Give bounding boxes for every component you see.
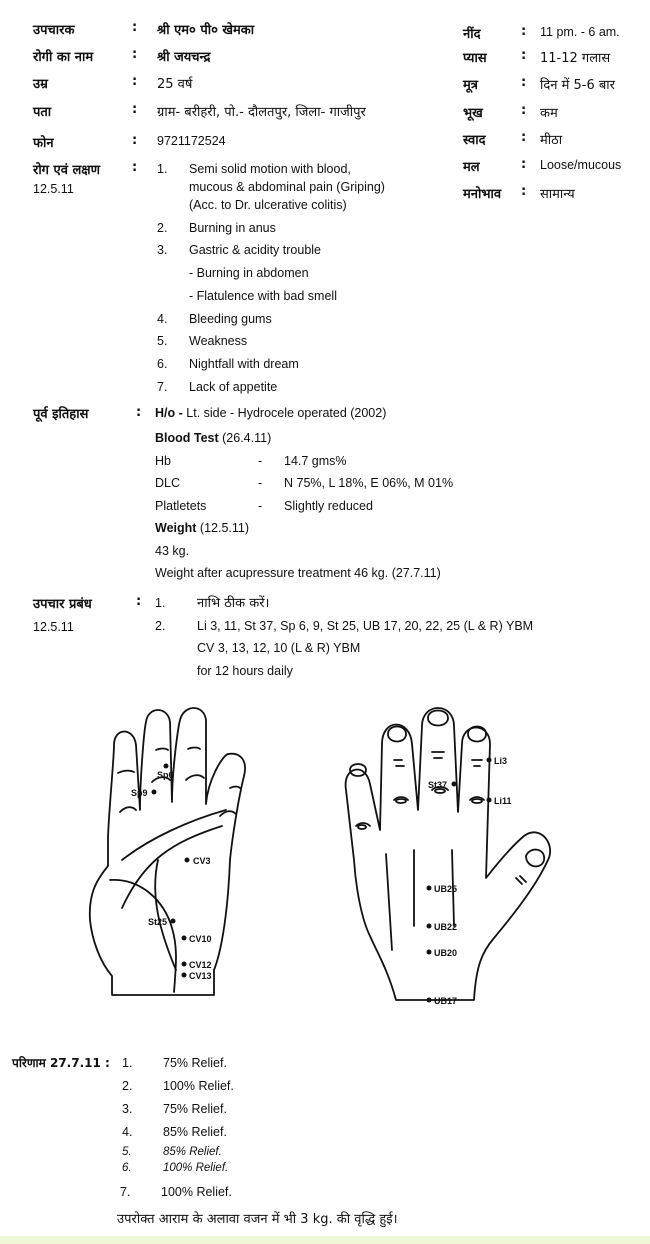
- label-urine: मूत्र: [463, 78, 478, 93]
- acupoint-st25-label: St25: [148, 917, 168, 927]
- acupoint-ub20-label: UB20: [434, 948, 458, 958]
- weight-heading: [155, 521, 249, 535]
- treatment-num: 2.: [155, 619, 166, 633]
- symptom-num: 7.: [157, 380, 168, 394]
- treatment-item2-line: Li 3, 11, St 37, Sp 6, 9, St 25, UB 17, 20, 22, 25 (L & R) YBM: [197, 619, 534, 633]
- blood-test-date: (26.4.11): [222, 431, 272, 445]
- symptom-text: Weakness: [189, 334, 248, 348]
- blood-test-heading: [155, 431, 271, 445]
- result-num: 1.: [122, 1056, 133, 1070]
- value-urine: दिन में 5-6 बार: [540, 78, 615, 93]
- result-text: 75% Relief.: [163, 1056, 227, 1070]
- symptom-text: mucous & abdominal pain (Griping): [189, 180, 385, 194]
- blood-test-label: Blood Test: [155, 431, 219, 445]
- result-text: 100% Relief.: [161, 1185, 232, 1199]
- weight-label: Weight: [155, 521, 197, 535]
- acupoint-ub25-label: UB25: [434, 884, 458, 894]
- result-text: 100% Relief.: [163, 1162, 229, 1174]
- history-ho-label: H/o -: [155, 406, 183, 420]
- result-text: 85% Relief.: [163, 1125, 227, 1139]
- label-sleep: नींद: [463, 27, 481, 42]
- label-history: पूर्व इतिहास: [33, 407, 89, 422]
- label-phone: फोन: [33, 136, 54, 151]
- label-taste: स्वाद: [463, 133, 486, 148]
- acupoint-cv10-dot: [182, 936, 187, 941]
- value-age: 25 वर्ष: [157, 77, 193, 92]
- test-name: DLC: [155, 476, 181, 490]
- label-therapist: उपचारक: [33, 23, 75, 38]
- symptom-text: - Burning in abdomen: [189, 266, 309, 280]
- label-treatment: उपचार प्रबंध: [33, 597, 92, 612]
- value-sleep: 11 pm. - 6 am.: [540, 25, 620, 39]
- label-symptoms: रोग एवं लक्षण: [33, 163, 101, 178]
- symptom-num: 1.: [157, 162, 168, 176]
- acupoint-li11-dot: [487, 798, 492, 803]
- acupoint-ub25-dot: [427, 886, 432, 891]
- symptom-num: 6.: [157, 357, 168, 371]
- acupoint-st37-dot: [452, 782, 457, 787]
- acupoint-sp9-dot: [152, 790, 157, 795]
- label-thirst: प्यास: [463, 51, 487, 66]
- test-value: N 75%, L 18%, E 06%, M 01%: [284, 476, 454, 490]
- value-phone: 9721172524: [157, 134, 226, 148]
- acupoint-sp6-label: Sp6: [157, 770, 174, 780]
- acupoint-sp9-label: Sp9: [131, 788, 148, 798]
- symptom-text: Nightfall with dream: [189, 357, 299, 371]
- acupoint-cv3-dot: [185, 858, 190, 863]
- symptom-text: Gastric & acidity trouble: [189, 243, 321, 257]
- label-age: उम्र: [33, 77, 48, 92]
- acupoint-ub17-label: UB17: [434, 996, 458, 1006]
- value-hunger: कम: [540, 106, 558, 121]
- acupoint-li3-label: Li3: [494, 756, 508, 766]
- treatment-num: 1.: [155, 596, 166, 610]
- symptom-num: 3.: [157, 243, 168, 257]
- weight-value: 43 kg.: [155, 544, 190, 558]
- value-patient-name: श्री जयचन्द्र: [157, 50, 211, 65]
- acupoint-ub22-dot: [427, 924, 432, 929]
- result-text: 85% Relief.: [163, 1146, 222, 1158]
- acupoint-st37-label: St37: [428, 780, 448, 790]
- treatment-date: 12.5.11: [33, 620, 74, 634]
- symptom-text: Bleeding gums: [189, 312, 272, 326]
- value-therapist: श्री एम० पी० खेमका: [157, 23, 255, 38]
- value-taste: मीठा: [540, 133, 563, 148]
- value-thirst: 11-12 गलास: [540, 51, 611, 66]
- test-dash: -: [258, 454, 263, 468]
- symptom-text: Semi solid motion with blood,: [189, 162, 351, 176]
- test-dash: -: [258, 476, 263, 490]
- treatment-item2-line: for 12 hours daily: [197, 664, 293, 678]
- acupoint-cv3-label: CV3: [193, 856, 211, 866]
- acupoint-ub20-dot: [427, 950, 432, 955]
- symptom-text: (Acc. to Dr. ulcerative colitis): [189, 198, 347, 212]
- symptom-num: 5.: [157, 334, 168, 348]
- acupoint-cv12-dot: [182, 962, 187, 967]
- result-num: 7.: [120, 1185, 131, 1199]
- test-name: Platletets: [155, 499, 207, 513]
- acupoint-ub22-label: UB22: [434, 922, 458, 932]
- symptom-text: - Flatulence with bad smell: [189, 289, 337, 303]
- acupoint-cv13-label: CV13: [189, 971, 212, 981]
- value-address: ग्राम- बरीहरी, पो.- दौलतपुर, जिला- गाजीपुर: [157, 105, 366, 120]
- result-num: 4.: [122, 1125, 133, 1139]
- history-ho: [155, 406, 386, 420]
- label-address: पता: [33, 105, 52, 120]
- label-stool: मल: [463, 160, 480, 175]
- result-text: 100% Relief.: [163, 1079, 234, 1093]
- test-dash: -: [258, 499, 263, 513]
- value-mood: सामान्य: [540, 187, 575, 202]
- result-num: 6.: [122, 1162, 132, 1174]
- weight-after: Weight after acupressure treatment 46 kg. (27.7.11): [155, 566, 441, 580]
- label-result: परिणाम 27.7.11 :: [12, 1056, 110, 1070]
- acupoint-cv13-dot: [182, 973, 187, 978]
- result-num: 5.: [122, 1146, 132, 1158]
- symptom-text: Burning in anus: [189, 221, 276, 235]
- result-num: 2.: [122, 1079, 133, 1093]
- left-palm-drawing: [90, 708, 245, 995]
- acupoint-cv12-label: CV12: [189, 960, 212, 970]
- acupoint-sp6-dot: [164, 764, 169, 769]
- footer-strip: [0, 1236, 650, 1244]
- result-num: 3.: [122, 1102, 133, 1116]
- test-value: 14.7 gms%: [284, 454, 347, 468]
- history-ho-text: Lt. side - Hydrocele operated (2002): [186, 406, 387, 420]
- symptom-text: Lack of appetite: [189, 380, 278, 394]
- label-patient-name: रोगी का नाम: [33, 50, 94, 65]
- symptoms-date: 12.5.11: [33, 182, 74, 196]
- acupoint-st25-dot: [171, 919, 176, 924]
- test-name: Hb: [155, 454, 171, 468]
- acupoint-li3-dot: [487, 758, 492, 763]
- value-stool: Loose/mucous: [540, 158, 622, 172]
- acupressure-hand-diagram: [0, 700, 650, 1020]
- treatment-item2-line: CV 3, 13, 12, 10 (L & R) YBM: [197, 641, 361, 655]
- weight-date: (12.5.11): [199, 521, 250, 535]
- symptom-num: 2.: [157, 221, 168, 235]
- symptom-num: 4.: [157, 312, 168, 326]
- test-value: Slightly reduced: [284, 499, 373, 513]
- acupoint-ub17-dot: [427, 998, 432, 1003]
- label-mood: मनोभाव: [463, 187, 502, 202]
- result-summary: उपरोक्त आराम के अलावा वजन में भी 3 kg. की वृद्धि हुई।: [117, 1212, 398, 1227]
- acupoint-li11-label: Li11: [494, 796, 512, 806]
- acupoint-cv10-label: CV10: [189, 934, 212, 944]
- result-text: 75% Relief.: [163, 1102, 227, 1116]
- label-hunger: भूख: [463, 106, 483, 121]
- treatment-item1: नाभि ठीक करें।: [197, 596, 270, 611]
